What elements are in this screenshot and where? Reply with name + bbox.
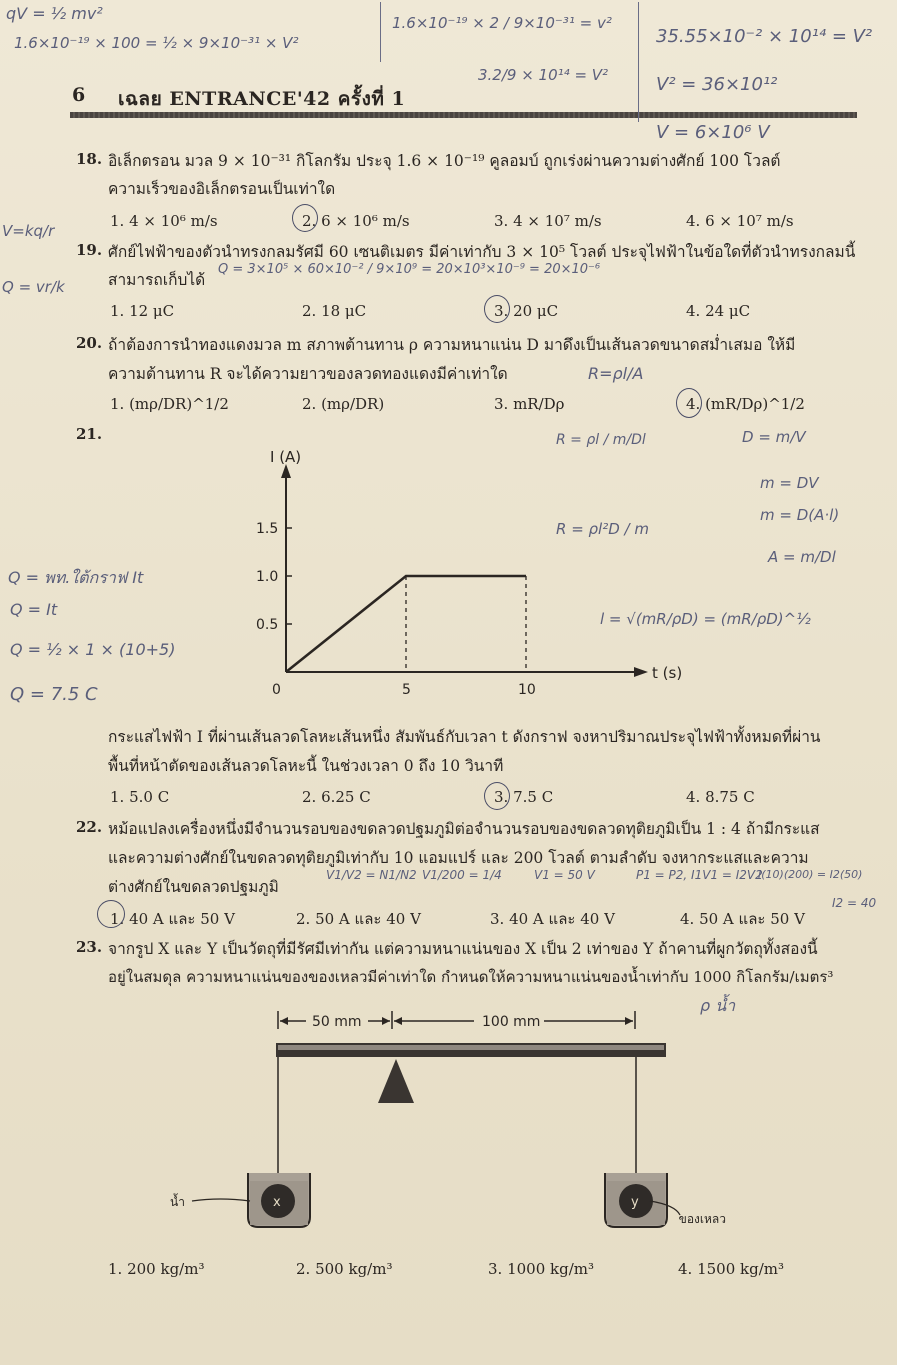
option: 2. 6 × 10⁶ m/s [302,212,410,230]
handwriting-note: R=ρl/A [588,364,644,383]
option: 3. 4 × 10⁷ m/s [494,212,602,230]
handwriting-note: R = ρl²D / m [556,520,649,538]
option: 4. 1500 kg/m³ [678,1260,785,1278]
question-text: สามารถเก็บได้ [108,271,206,289]
question-text: พื้นที่หน้าตัดของเส้นลวดโลหะนี้ ในช่วงเวลา 0 ถึง 10 วินาที [108,757,504,775]
answer-circle [676,388,702,418]
handwriting-note: l = √(mR/ρD) = (mR/ρD)^½ [600,610,811,628]
question-text: อิเล็กตรอน มวล 9 × 10⁻³¹ กิโลกรัม ประจุ 1.6 × 10⁻¹⁹ คูลอมบ์ ถูกเร่งผ่านความต่างศักย์ 100 โวลต์ [108,152,781,170]
x-tick-label: 10 [518,682,536,698]
option: 4. 24 μC [686,302,751,320]
balance-figure [160,1005,740,1250]
question-text: ความต้านทาน R จะได้ความยาวของลวดทองแดงมีค่าเท่าใด [108,365,508,383]
handwriting-note: qV = ½ mv² [6,4,103,23]
handwriting-note: I2 = 40 [832,896,877,910]
current-time-graph [240,440,690,710]
question-text: หม้อแปลงเครื่องหนึ่งมีจำนวนรอบของขดลวดปฐมภูมิต่อจำนวนรอบของขดลวดทุติยภูมิเป็น 1 : 4 ถ้ามีกระแส [108,820,820,838]
object-x-label: x [273,1195,281,1210]
dimension-label-left: 50 mm [312,1014,362,1030]
handwriting-note: I(10)(200) = I2(50) [758,868,863,881]
option: 1. 200 kg/m³ [108,1260,205,1278]
dimension-arrow [625,1017,633,1025]
option: 1. 40 A และ 50 V [110,910,235,928]
dimension-arrow [280,1017,288,1025]
fulcrum [378,1059,414,1103]
y-tick-label: 1.0 [256,569,279,585]
option: 1. (mρ/DR)^1/2 [110,395,229,413]
handwriting-note: Q = 7.5 C [10,684,98,705]
handwriting-note: 3.2/9 × 10¹⁴ = V² [478,66,609,84]
option: 4. (mR/Dρ)^1/2 [686,395,805,413]
handwriting-divider [380,2,381,62]
option: 2. (mρ/DR) [302,395,385,413]
water-pointer [192,1199,250,1201]
handwriting-note: P1 = P2, I1V1 = I2V2 [636,868,763,882]
answer-circle [292,204,318,232]
option: 3. 7.5 C [494,788,554,806]
page-title: เฉลย ENTRANCE'42 ครั้งที่ 1 [118,88,406,110]
beam-highlight [278,1045,664,1050]
question-text: อยู่ในสมดุล ความหนาแน่นของของเหลวมีค่าเท่าใด กำหนดให้ความหนาแน่นของน้ำเท่ากับ 1000 กิโลกรัม/เมตร³ [108,968,834,986]
handwriting-note: Q = 3×10⁵ × 60×10⁻² / 9×10⁹ = 20×10³×10⁻⁹ = 20×10⁻⁶ [218,262,601,277]
y-tick-label: 0.5 [256,617,279,633]
dimension-arrow [382,1017,390,1025]
option: 1. 4 × 10⁶ m/s [110,212,218,230]
x-axis-arrow [634,667,648,677]
handwriting-note: V = 6×10⁶ V [656,122,770,143]
question-text: ต่างศักย์ในขดลวดปฐมภูมิ [108,878,279,896]
option: 4. 6 × 10⁷ m/s [686,212,794,230]
option: 4. 50 A และ 50 V [680,910,805,928]
object-y-label: y [631,1195,639,1210]
dimension-arrow [394,1017,402,1025]
handwriting-note: 1.6×10⁻¹⁹ × 2 / 9×10⁻³¹ = v² [392,14,612,32]
handwriting-note: V=kq/r [2,222,55,240]
handwriting-note: V1/200 = 1/4 [422,868,502,882]
question-number: 18. [76,150,103,168]
question-number: 19. [76,241,103,259]
handwriting-note: ρ น้ำ [700,996,736,1015]
question-number: 21. [76,425,103,443]
y-axis-label: I (A) [270,448,302,466]
header-rule [70,112,857,118]
option: 2. 500 kg/m³ [296,1260,393,1278]
answer-circle [484,295,510,323]
question-number: 23. [76,938,103,956]
page-number: 6 [72,84,86,106]
handwriting-note: V² = 36×10¹² [656,74,778,95]
handwriting-note: m = DV [760,474,819,492]
handwriting-note: 35.55×10⁻² × 10¹⁴ = V² [656,26,873,47]
question-text: จากรูป X และ Y เป็นวัตถุที่มีรัศมีเท่ากัน แต่ความหนาแน่นของ X เป็น 2 เท่าของ Y ถ้าคานที่ผูกวัตถุทั้งสองนี้ [108,940,818,958]
y-axis-arrow [281,464,291,478]
x-axis-label: t (s) [652,664,683,682]
question-number: 20. [76,334,103,352]
option: 2. 50 A และ 40 V [296,910,421,928]
handwriting-note: V1 = 50 V [534,868,595,882]
option: 3. 20 μC [494,302,559,320]
option: 1. 12 μC [110,302,175,320]
handwriting-note: Q = vr/k [2,278,65,296]
option: 4. 8.75 C [686,788,755,806]
water-label: น้ำ [170,1195,185,1209]
handwriting-note: 1.6×10⁻¹⁹ × 100 = ½ × 9×10⁻³¹ × V² [14,34,299,52]
answer-circle [484,782,510,810]
question-text: และความต่างศักย์ในขดลวดทุติยภูมิเท่ากับ 10 แอมแปร์ และ 200 โวลต์ ตามลำดับ จงหากระแสและความ [108,849,809,867]
handwriting-note: D = m/V [742,428,806,446]
handwriting-divider [638,2,639,122]
option: 1. 5.0 C [110,788,170,806]
handwriting-note: Q = ½ × 1 × (10+5) [10,640,176,659]
handwriting-note: Q = พท.ใต้กราฟ It [8,568,144,587]
handwriting-note: R = ρl / m/Dl [556,432,646,448]
question-text: ถ้าต้องการนำทองแดงมวล m สภาพต้านทาน ρ ความหนาแน่น D มาดึงเป็นเส้นลวดขนาดสม่ำเสมอ ให้มี [108,336,796,354]
question-text: ศักย์ไฟฟ้าของตัวนำทรงกลมรัศมี 60 เซนติเมตร มีค่าเท่ากับ 3 × 10⁵ โวลต์ ประจุไฟฟ้าในข้อใดที่ตัวนำทรงกลมนี้ [108,243,856,261]
x-tick-label: 0 [272,682,281,698]
question-text: ความเร็วของอิเล็กตรอนเป็นเท่าใด [108,180,336,198]
option: 3. 1000 kg/m³ [488,1260,595,1278]
handwriting-note: Q = It [10,600,58,619]
answer-circle [97,900,125,928]
option: 2. 6.25 C [302,788,371,806]
handwriting-note: A = m/Dl [768,548,836,566]
y-tick-label: 1.5 [256,521,279,537]
liquid-label: ของเหลว [678,1212,726,1226]
question-number: 22. [76,818,103,836]
x-tick-label: 5 [402,682,411,698]
option: 3. mR/Dρ [494,395,565,413]
dimension-label-right: 100 mm [482,1014,541,1030]
option: 2. 18 μC [302,302,367,320]
handwriting-note: V1/V2 = N1/N2 [326,868,417,882]
handwriting-note: m = D(A·l) [760,506,840,524]
option: 3. 40 A และ 40 V [490,910,615,928]
question-text: กระแสไฟฟ้า I ที่ผ่านเส้นลวดโลหะเส้นหนึ่ง สัมพันธ์กับเวลา t ดังกราฟ จงหาปริมาณประจุไฟฟ้าทั้งหมดที่ผ่าน [108,728,821,746]
